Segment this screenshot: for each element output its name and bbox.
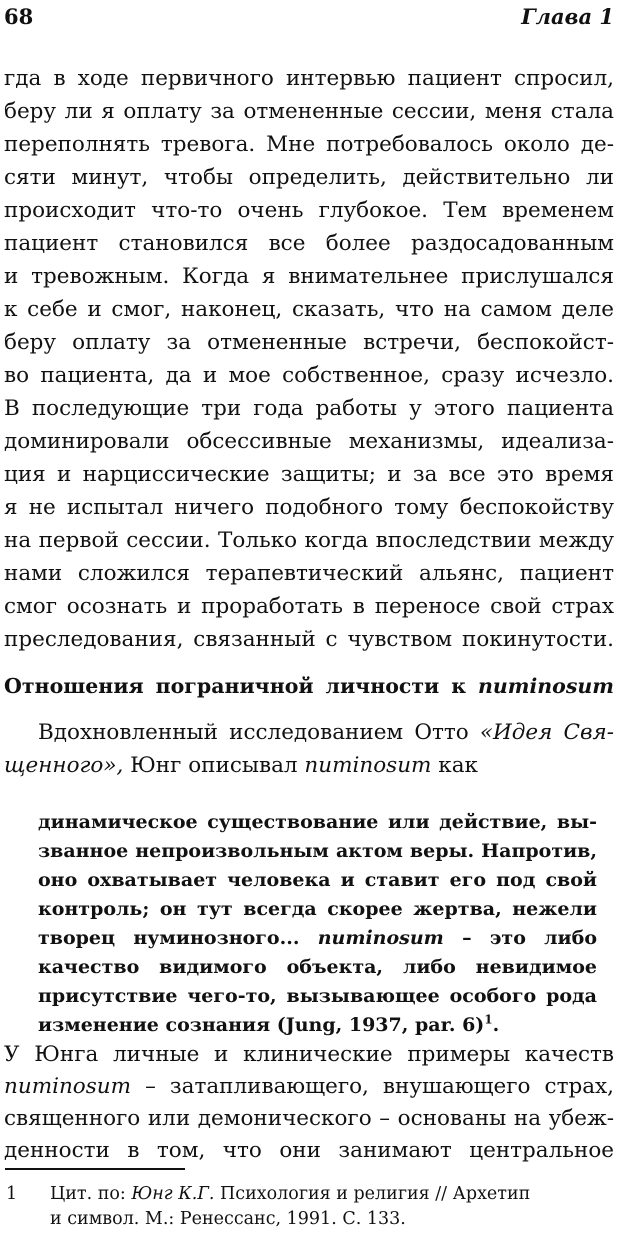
footnote-line: и символ. М.: Ренессанс, 1991. С. 133. xyxy=(50,1209,406,1229)
text-line: преследования, связанный с чувством покинутости. xyxy=(4,627,614,652)
text-line: беру ли я оплату за отмененные сессии, меня стала xyxy=(4,99,614,124)
quote-line xyxy=(38,929,597,948)
quote-line: качество видимого объекта, либо невидимое xyxy=(38,956,597,978)
text-line: денности в том, что они занимают центральное xyxy=(4,1138,614,1163)
quote-line: присутствие чего-то, вызывающее особого рода xyxy=(38,985,597,1007)
quote-text: творец нуминозного... xyxy=(38,927,318,949)
section-heading-text: Отношения пограничной личности к xyxy=(4,674,478,698)
quote-italic-term: numinosum xyxy=(317,927,444,949)
text-line: во пациента, да и мое собственное, сразу исчезло. xyxy=(4,363,614,388)
text-line: пациент становился все более раздосадованным xyxy=(4,231,614,256)
footnote-line xyxy=(50,1186,530,1204)
quote-line-last xyxy=(38,1012,500,1036)
intro-italic-title: «Идея Свя- xyxy=(479,720,614,745)
text-line: я не испытал ничего подобного тому беспокойству xyxy=(4,495,614,520)
intro-text: Юнг описывал xyxy=(123,753,305,778)
text-line: священного или демонического – основаны на убеж- xyxy=(4,1106,614,1131)
page-number: 68 xyxy=(4,4,34,29)
quote-line: динамическое существование или действие, вы- xyxy=(38,811,597,833)
intro-italic-title-end: щенного», xyxy=(4,753,124,778)
text-line: В последующие три года работы у этого пациента xyxy=(4,396,614,421)
text-line: происходит что-то очень глубокое. Тем временем xyxy=(4,198,614,223)
quote-line: званное непроизвольным актом веры. Напротив, xyxy=(38,840,597,862)
intro-line-1 xyxy=(38,722,614,744)
text-line: переполнять тревога. Мне потребовалось около де- xyxy=(4,132,614,157)
footnote-reference[interactable]: 1 xyxy=(484,1012,493,1027)
intro-text-end: как xyxy=(431,753,478,778)
text-line: нами сложился терапевтический альянс, пациент xyxy=(4,561,614,586)
footnote-text: Цит. по: xyxy=(50,1184,132,1204)
text-line: беру оплату за отмененные встречи, беспокойст- xyxy=(4,330,614,355)
text: – затапливающего, внушающего страх, xyxy=(131,1074,614,1099)
text-line: сяти минут, чтобы определить, действительно ли xyxy=(4,165,614,190)
quote-line: оно охватывает человека и ставит его под свой xyxy=(38,869,597,891)
text-line: на первой сессии. Только когда впоследствии между xyxy=(4,528,614,553)
page-header xyxy=(4,4,614,34)
quote-text: изменение сознания (Jung, 1937, par. 6) xyxy=(38,1014,485,1036)
text-line: доминировали обсессивные механизмы, идеализа- xyxy=(4,429,614,454)
footnote-divider xyxy=(5,1168,185,1170)
text-line: ция и нарциссические защиты; и за все это время xyxy=(4,462,614,487)
text-line: смог осознать и проработать в переносе свой страх xyxy=(4,594,614,619)
text-line: к себе и смог, наконец, сказать, что на самом деле xyxy=(4,297,614,322)
text-line xyxy=(4,1076,614,1098)
intro-text: Вдохновленный исследованием Отто xyxy=(38,720,480,745)
quote-text-end: – это либо xyxy=(443,927,597,949)
footnote-text-end: Психология и религия // Архетип xyxy=(214,1184,531,1204)
quote-line: контроль; он тут всегда скорее жертва, нежели xyxy=(38,898,597,920)
quote-text-end: . xyxy=(492,1014,500,1036)
text-line: гда в ходе первичного интервью пациент спросил, xyxy=(4,66,614,91)
italic-term: numinosum xyxy=(4,1074,132,1099)
section-heading-italic: numinosum xyxy=(477,674,614,698)
intro-line-2 xyxy=(4,755,478,777)
running-title: Глава 1 xyxy=(521,4,614,29)
footnote-author: Юнг К.Г. xyxy=(131,1184,215,1204)
section-heading xyxy=(4,676,614,697)
intro-italic-term: numinosum xyxy=(304,753,432,778)
text-line: и тревожным. Когда я внимательнее прислушался xyxy=(4,264,614,289)
text-line: У Юнга личные и клинические примеры качеств xyxy=(4,1042,614,1067)
footnote-number: 1 xyxy=(6,1184,18,1204)
